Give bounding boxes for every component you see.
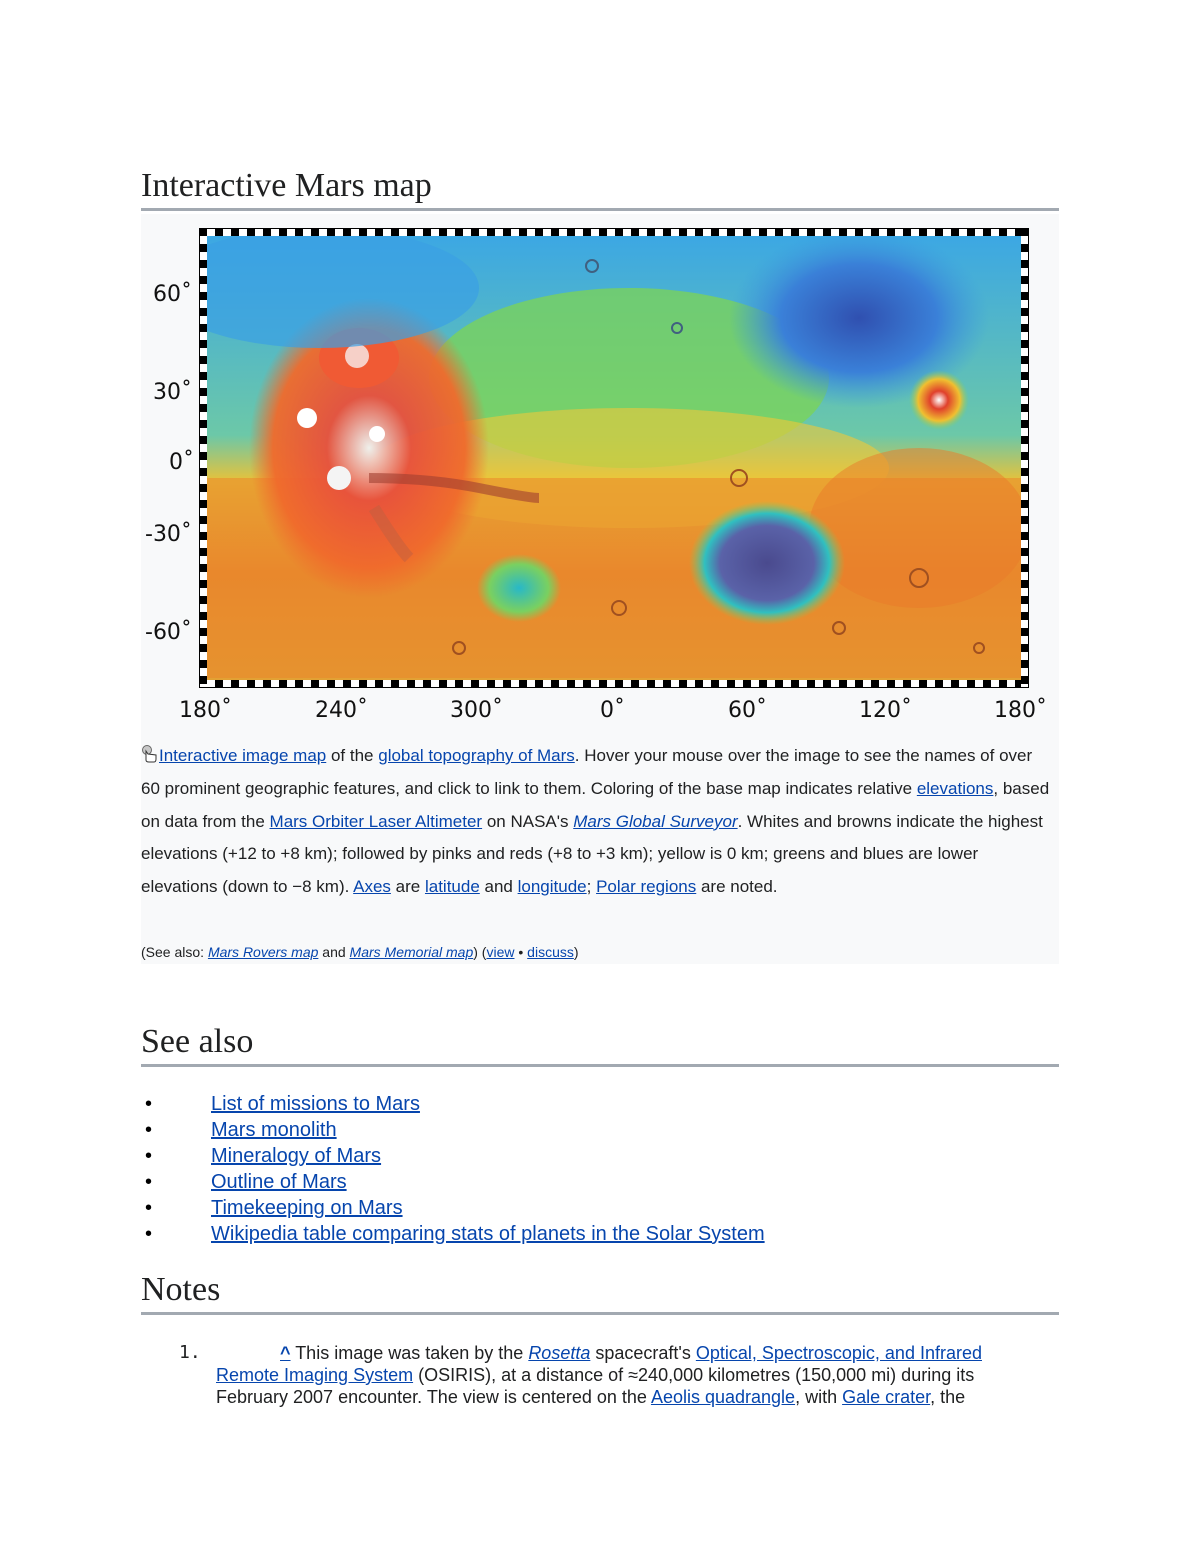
polar-regions-link[interactable]: Polar regions <box>596 877 697 897</box>
bullet: • <box>145 1197 153 1219</box>
note-text-part: spacecraft's <box>590 1343 696 1363</box>
mars-monolith-link[interactable]: Mars monolith <box>211 1119 337 1141</box>
note-text-part: , the <box>930 1387 966 1407</box>
x-axis-label: 180˚ <box>179 698 232 723</box>
section-heading-notes: Notes <box>141 1270 1059 1315</box>
note-text-part: , with <box>795 1387 843 1407</box>
aeolis-quadrangle-link[interactable]: Aeolis quadrangle <box>650 1387 796 1407</box>
discuss-link[interactable]: discuss <box>527 944 574 960</box>
x-axis-label: 0˚ <box>600 698 625 723</box>
caption-text: of the <box>326 746 379 765</box>
x-axis-label: 240˚ <box>315 698 368 723</box>
note-text-part: This image was taken by the <box>290 1343 529 1363</box>
bullet: • <box>145 1093 153 1115</box>
hand-cursor-icon <box>141 742 157 760</box>
x-axis-label: 60˚ <box>728 698 767 723</box>
bullet: • <box>145 1223 153 1245</box>
separator: • <box>514 944 528 960</box>
y-axis-label: 30˚ <box>153 380 192 405</box>
y-axis-label: -60˚ <box>145 620 192 645</box>
map-see-also-line <box>141 944 579 960</box>
bullet: • <box>145 1171 153 1193</box>
osiris-link[interactable]: Optical, Spectroscopic, and Infrared Remote Imaging System <box>216 1343 982 1385</box>
see-also-paren: ) ( <box>473 944 487 960</box>
note-text-part: (OSIRIS), at a distance of ≈240,000 kilometres (150,000 mi) during its February 2007 encounter. The view is centered on the <box>216 1365 975 1407</box>
caption-text: are noted. <box>696 877 778 897</box>
section-heading-see-also: See also <box>141 1022 1059 1067</box>
x-axis-label: 180˚ <box>994 698 1047 723</box>
caption-text: ; <box>586 877 597 897</box>
timekeeping-link[interactable]: Timekeeping on Mars <box>211 1197 403 1219</box>
interactive-map-box <box>141 214 1059 964</box>
see-also-mid: and <box>318 944 350 960</box>
planet-stats-table-link[interactable]: Wikipedia table comparing stats of planets in the Solar System <box>211 1223 765 1245</box>
longitude-link[interactable]: longitude <box>517 877 587 897</box>
x-axis-label: 120˚ <box>859 698 912 723</box>
global-topography-link[interactable]: global topography of Mars <box>378 746 575 765</box>
caption-text: on NASA's <box>482 811 574 831</box>
view-link[interactable]: view <box>486 944 515 960</box>
map-caption <box>141 740 1055 904</box>
mars-memorial-map-link[interactable]: Mars Memorial map <box>349 944 474 960</box>
caption-text: . Hover your mouse over the image to see the names of over 60 prominent geographic features, and click to link to them. Coloring of the base map indicates relative <box>141 746 1033 798</box>
elevations-link[interactable]: elevations <box>916 778 994 798</box>
y-axis-label: 60˚ <box>153 282 192 307</box>
note-backlink[interactable]: ^ <box>280 1343 291 1363</box>
mineralogy-link[interactable]: Mineralogy of Mars <box>211 1145 382 1167</box>
mars-global-surveyor-link[interactable]: Mars Global Surveyor <box>573 811 738 831</box>
y-axis-label: -30˚ <box>145 522 192 547</box>
outline-of-mars-link[interactable]: Outline of Mars <box>211 1171 347 1193</box>
mars-topography-map[interactable] <box>199 228 1029 688</box>
caption-text: . Whites and browns indicate the highest elevations (+12 to +8 km); followed by pinks and reds (+8 to +3 km); yellow is 0 km; greens and blues are lower elevations (down to −8 km). <box>141 811 1043 897</box>
mars-rovers-map-link[interactable]: Mars Rovers map <box>207 944 319 960</box>
bullet: • <box>145 1119 153 1141</box>
latitude-link[interactable]: latitude <box>424 877 480 897</box>
caption-text: and <box>479 877 518 897</box>
section-heading-interactive-map: Interactive Mars map <box>141 166 1059 211</box>
gale-crater-link[interactable]: Gale crater <box>842 1387 931 1407</box>
note-number: 1. <box>179 1342 201 1363</box>
bullet: • <box>145 1145 153 1167</box>
mola-link[interactable]: Mars Orbiter Laser Altimeter <box>269 811 483 831</box>
see-also-paren: ) <box>573 944 579 960</box>
rosetta-link[interactable]: Rosetta <box>528 1343 591 1363</box>
interactive-image-map-link[interactable]: Interactive image map <box>159 746 327 765</box>
list-of-missions-link[interactable]: List of missions to Mars <box>211 1093 420 1115</box>
y-axis-label: 0˚ <box>169 450 194 475</box>
axes-link[interactable]: Axes <box>353 877 391 897</box>
caption-text: are <box>390 877 425 897</box>
note-text <box>216 1342 1026 1408</box>
x-axis-label: 300˚ <box>450 698 503 723</box>
caption-text: , based on data from the <box>141 778 1050 831</box>
see-also-prefix: (See also: <box>141 944 208 960</box>
